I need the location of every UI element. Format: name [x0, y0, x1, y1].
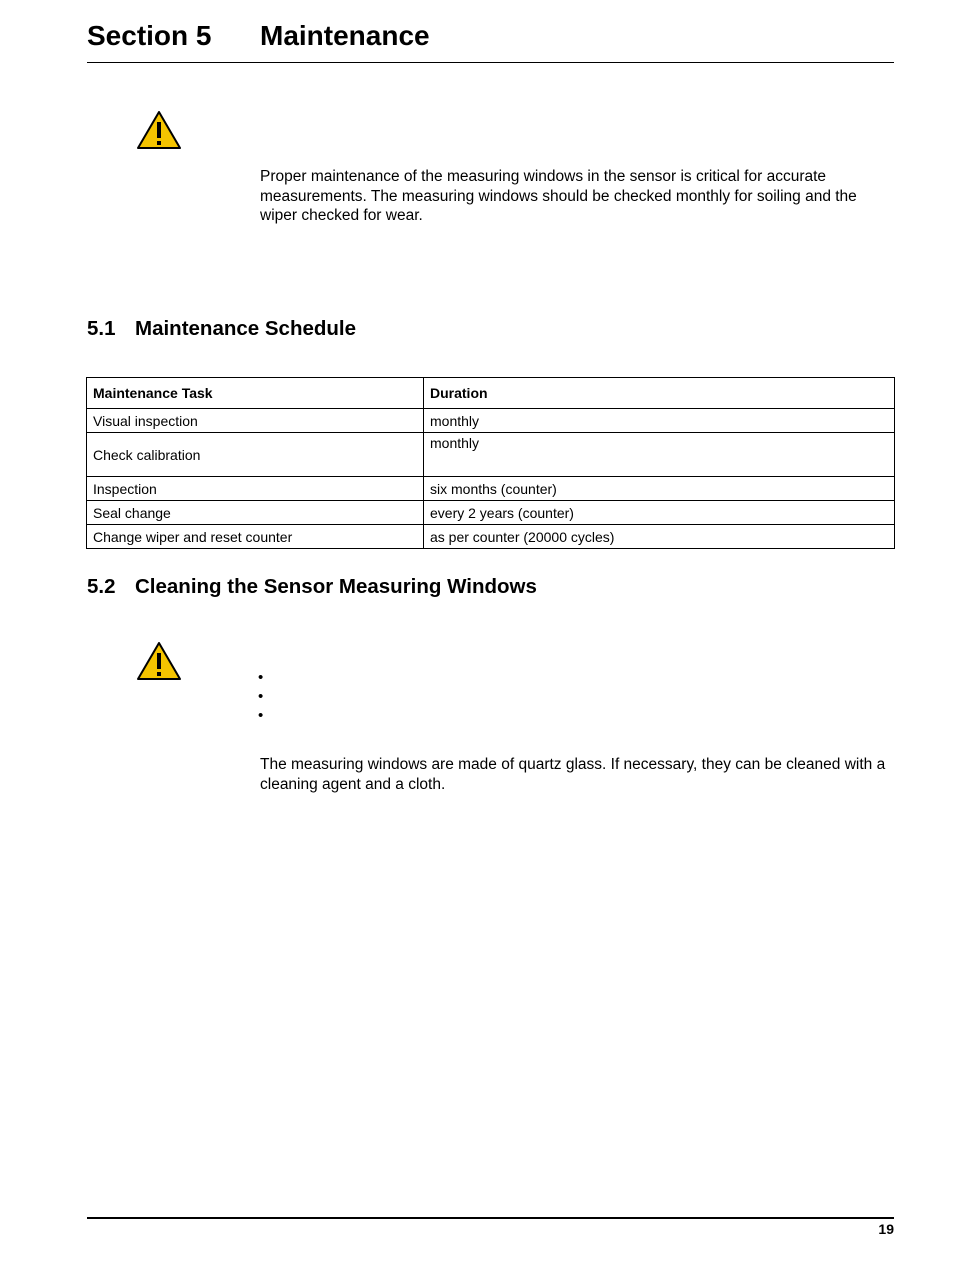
footer-divider [87, 1217, 894, 1219]
intro-paragraph: Proper maintenance of the measuring windows in the sensor is critical for accurate measurements. The measuring windows should be checked monthly for soiling and the wiper checked for wear. [260, 168, 857, 224]
cleaning-paragraph: The measuring windows are made of quartz glass. If necessary, they can be cleaned with a cleaning agent and a cloth. [260, 756, 886, 793]
page-number: 19 [878, 1221, 894, 1237]
cleaning-heading-number: 5.2 [87, 575, 116, 598]
table-cell-duration: as per counter (20000 cycles) [424, 525, 895, 549]
table-cell-task: Change wiper and reset counter [87, 525, 424, 549]
table-cell-task: Visual inspection [87, 409, 424, 433]
table-header-task: Maintenance Task [87, 378, 424, 409]
table-cell-duration: monthly [424, 409, 895, 433]
table-cell-task: Inspection [87, 477, 424, 501]
schedule-heading [87, 317, 356, 341]
section-title: Maintenance [260, 20, 430, 51]
table-row [87, 477, 895, 501]
table-cell-duration: monthly [424, 433, 895, 477]
table-row [87, 433, 895, 477]
bullet-item: • [258, 707, 264, 724]
cleaning-heading [87, 575, 537, 599]
schedule-heading-title: Maintenance Schedule [135, 317, 357, 340]
warning-triangle-icon [136, 641, 182, 681]
bullet-item: • [258, 669, 264, 686]
table-cell-duration: six months (counter) [424, 477, 895, 501]
table-header-row [87, 378, 895, 409]
warning-bullet-list [258, 668, 263, 725]
maintenance-schedule-table [86, 377, 895, 549]
table-row [87, 501, 895, 525]
table-cell-task: Seal change [87, 501, 424, 525]
cleaning-heading-title: Cleaning the Sensor Measuring Windows [135, 575, 537, 598]
section-header [87, 18, 894, 63]
table-row [87, 525, 895, 549]
warning-triangle-icon [136, 110, 182, 150]
table-cell-task: Check calibration [87, 433, 424, 477]
bullet-item: • [258, 688, 264, 705]
schedule-heading-number: 5.1 [87, 317, 116, 340]
table-cell-duration: every 2 years (counter) [424, 501, 895, 525]
table-header-duration: Duration [424, 378, 895, 409]
section-number: Section 5 [87, 20, 212, 51]
table-row [87, 409, 895, 433]
